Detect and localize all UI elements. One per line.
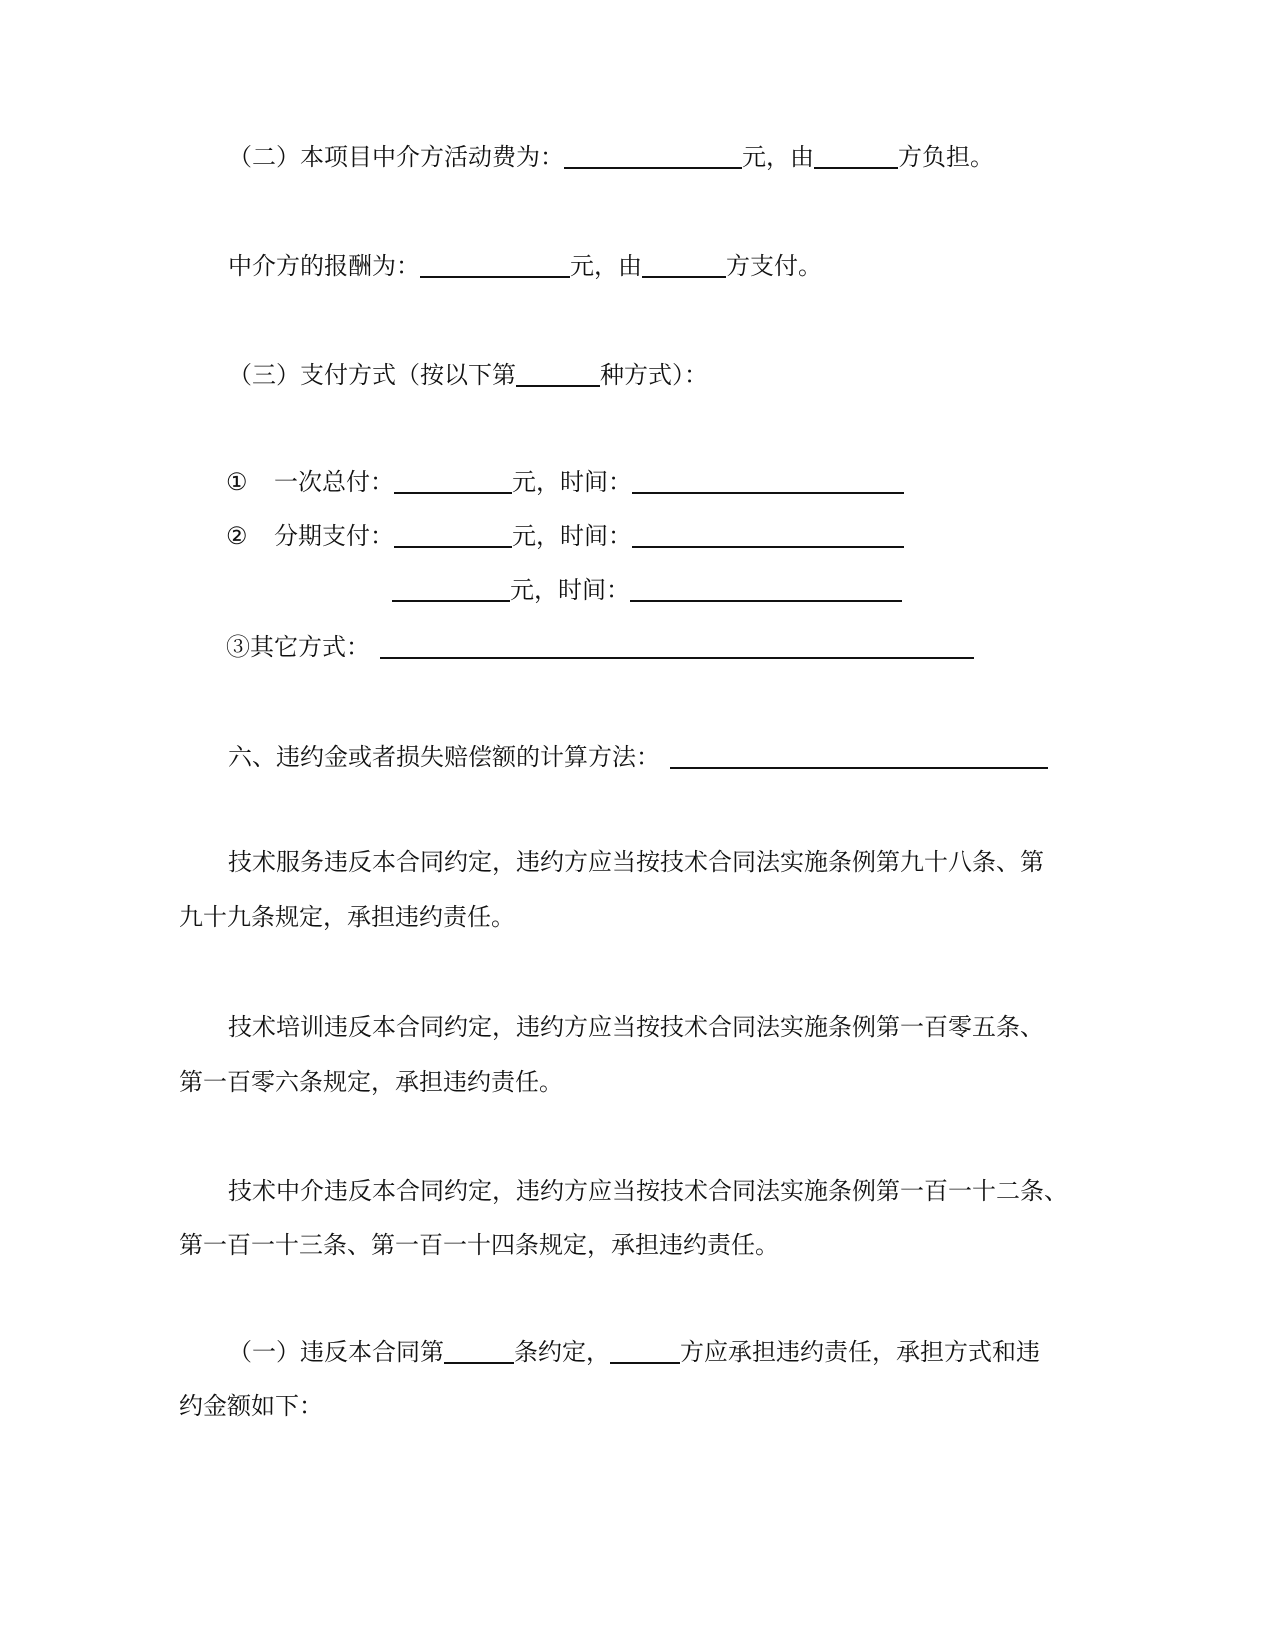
installment-amount-blank (394, 522, 512, 548)
penalty-method-blank (670, 743, 1048, 769)
breach-party-blank (610, 1338, 680, 1364)
reward-line-mid: 元，由 (570, 252, 642, 280)
payment-method-prefix: （三）支付方式（按以下第 (228, 361, 516, 389)
fee-party-blank (814, 143, 898, 169)
fee-line-suffix: 方负担。 (898, 143, 994, 171)
breach-clause-line2: 约金额如下： (179, 1392, 323, 1420)
reward-party-blank (642, 252, 726, 278)
installment-extra-time-blank (630, 576, 902, 602)
breach-clause-line1 (228, 1336, 1040, 1368)
lump-sum-amount-blank (394, 468, 512, 494)
lump-sum-label: 一次总付： (274, 468, 394, 496)
lump-sum-time-blank (632, 468, 904, 494)
numeral-two: ② (226, 522, 248, 550)
lump-sum-mid: 元，时间： (512, 468, 632, 496)
fee-line (228, 141, 994, 173)
paragraph-intermediary-line1: 技术中介违反本合同约定，违约方应当按技术合同法实施条例第一百一十二条、 (228, 1177, 1068, 1205)
paragraph-training-line1: 技术培训违反本合同约定，违约方应当按技术合同法实施条例第一百零五条、 (228, 1013, 1044, 1041)
payment-method-line (228, 359, 708, 391)
payment-method-suffix: 种方式）： (600, 361, 708, 389)
breach-clause-mid: 条约定， (514, 1338, 610, 1366)
fee-amount-blank (564, 143, 742, 169)
paragraph-training-line2: 第一百零六条规定，承担违约责任。 (179, 1068, 563, 1096)
breach-article-blank (444, 1338, 514, 1364)
fee-line-prefix: （二）本项目中介方活动费为： (228, 143, 564, 171)
payment-option-other (226, 631, 974, 663)
penalty-heading (228, 741, 1048, 773)
installment-time-blank (632, 522, 904, 548)
breach-clause-suffix: 方应承担违约责任，承担方式和违 (680, 1338, 1040, 1366)
payment-option-installment-extra (392, 574, 902, 606)
installment-label: 分期支付： (274, 522, 394, 550)
installment-extra-amount-blank (392, 576, 510, 602)
other-label: ③其它方式： (226, 633, 370, 661)
paragraph-service-line2: 九十九条规定，承担违约责任。 (179, 903, 515, 931)
penalty-heading-text: 六、违约金或者损失赔偿额的计算方法： (228, 743, 660, 771)
other-method-blank (380, 633, 974, 659)
fee-line-mid: 元，由 (742, 143, 814, 171)
reward-amount-blank (420, 252, 570, 278)
payment-option-installment (226, 520, 904, 552)
reward-line (228, 250, 822, 282)
payment-option-lump-sum (226, 466, 904, 498)
reward-line-suffix: 方支付。 (726, 252, 822, 280)
reward-line-prefix: 中介方的报酬为： (228, 252, 420, 280)
installment-mid: 元，时间： (512, 522, 632, 550)
paragraph-intermediary-line2: 第一百一十三条、第一百一十四条规定，承担违约责任。 (179, 1231, 779, 1259)
installment-extra-mid: 元，时间： (510, 576, 630, 604)
numeral-one: ① (226, 468, 248, 496)
breach-clause-prefix: （一）违反本合同第 (228, 1338, 444, 1366)
payment-method-choice-blank (516, 361, 600, 387)
paragraph-service-line1: 技术服务违反本合同约定，违约方应当按技术合同法实施条例第九十八条、第 (228, 848, 1044, 876)
